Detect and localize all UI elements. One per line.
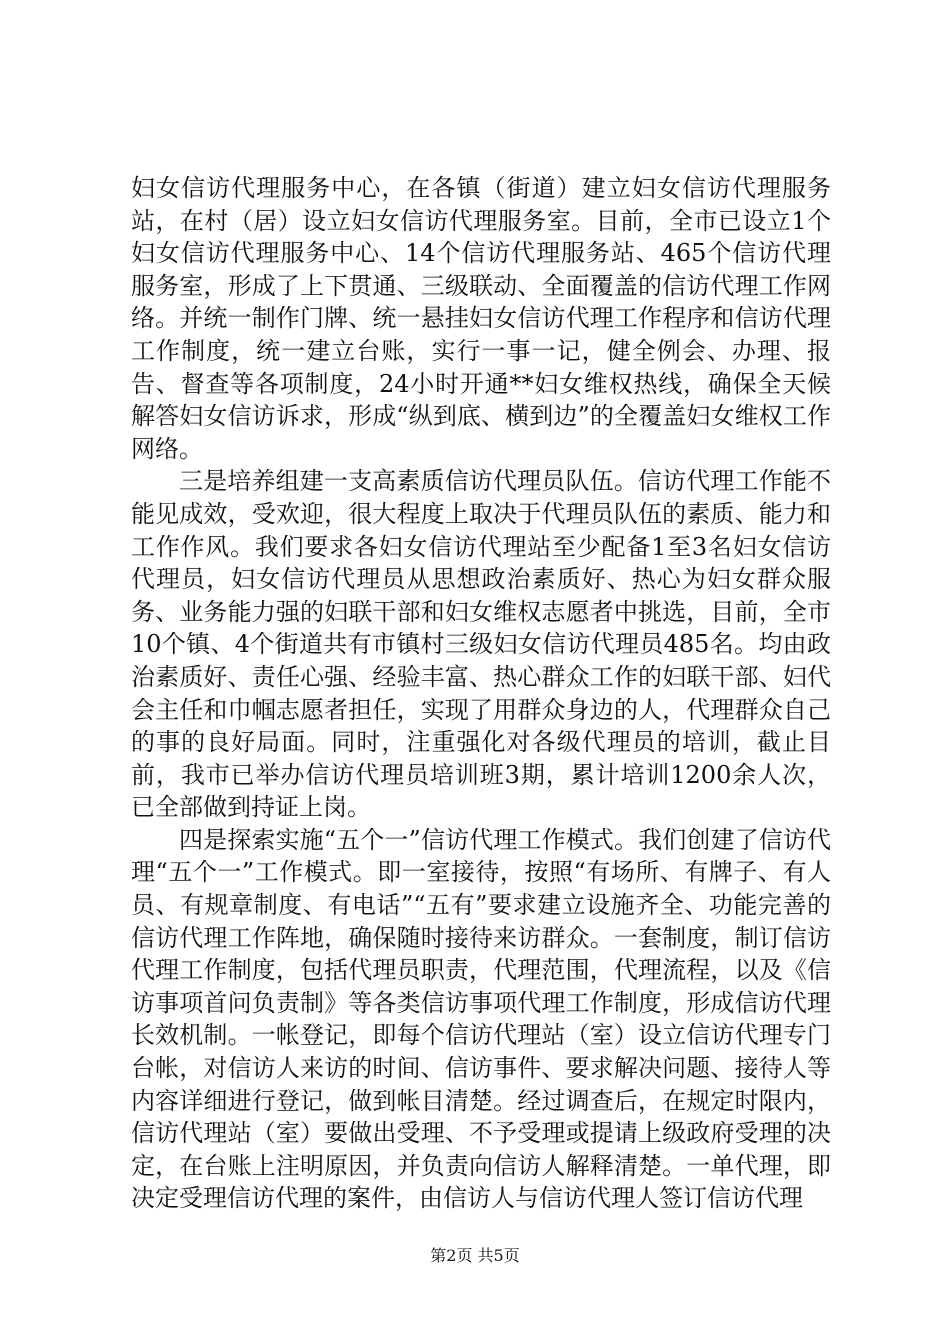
- paragraph-point-three: 三是培养组建一支高素质信访代理员队伍。信访代理工作能不能见成效，受欢迎，很大程度上取决于代理员队伍的素质、能力和工作作风。我们要求各妇女信访代理站至少配备1至3名妇女信访代理员，妇女信访代理员从思想政治素质好、热心为妇女群众服务、业务能力强的妇联干部和妇女维权志愿者中挑选，目前，全市10个镇、4个街道共有市镇村三级妇女信访代理员485名。均由政治素质好、责任心强、经验丰富、热心群众工作的妇联干部、妇代会主任和巾帼志愿者担任，实现了用群众身边的人，代理群众自己的事的良好局面。同时，注重强化对各级代理员的培训，截止目前，我市已举办信访代理员培训班3期，累计培训1200余人次，已全部做到持证上岗。: [131, 467, 831, 822]
- paragraph-point-four: 四是探索实施“五个一”信访代理工作模式。我们创建了信访代理“五个一”工作模式。即一室接待，按照“有场所、有牌子、有人员、有规章制度、有电话”“五有”要求建立设施齐全、功能完善的信访代理工作阵地，确保随时接待来访群众。一套制度，制订信访代理工作制度，包括代理员职责，代理范围，代理流程，以及《信访事项首问负责制》等各类信访事项代理工作制度，形成信访代理长效机制。一帐登记，即每个信访代理站（室）设立信访代理专门台帐，对信访人来访的时间、信访事件、要求解决问题、接待人等内容详细进行登记，做到帐目清楚。经过调查后，在规定时限内，信访代理站（室）要做出受理、不予受理或提请上级政府受理的决定，在台账上注明原因，并负责向信访人解释清楚。一单代理，即决定受理信访代理的案件，由信访人与信访代理人签订信访代理: [131, 825, 831, 1213]
- document-body: [131, 172, 831, 1215]
- paragraph-continuation: 妇女信访代理服务中心，在各镇（街道）建立妇女信访代理服务站，在村（居）设立妇女信访代理服务室。目前，全市已设立1个妇女信访代理服务中心、14个信访代理服务站、465个信访代理服务室，形成了上下贯通、三级联动、全面覆盖的信访代理工作网络。并统一制作门牌、统一悬挂妇女信访代理工作程序和信访代理工作制度，统一建立台账，实行一事一记，健全例会、办理、报告、督查等各项制度，24小时开通**妇女维权热线，确保全天候解答妇女信访诉求，形成“纵到底、横到边”的全覆盖妇女维权工作网络。: [131, 174, 831, 463]
- page-number-footer: 第2页 共5页: [430, 1246, 520, 1265]
